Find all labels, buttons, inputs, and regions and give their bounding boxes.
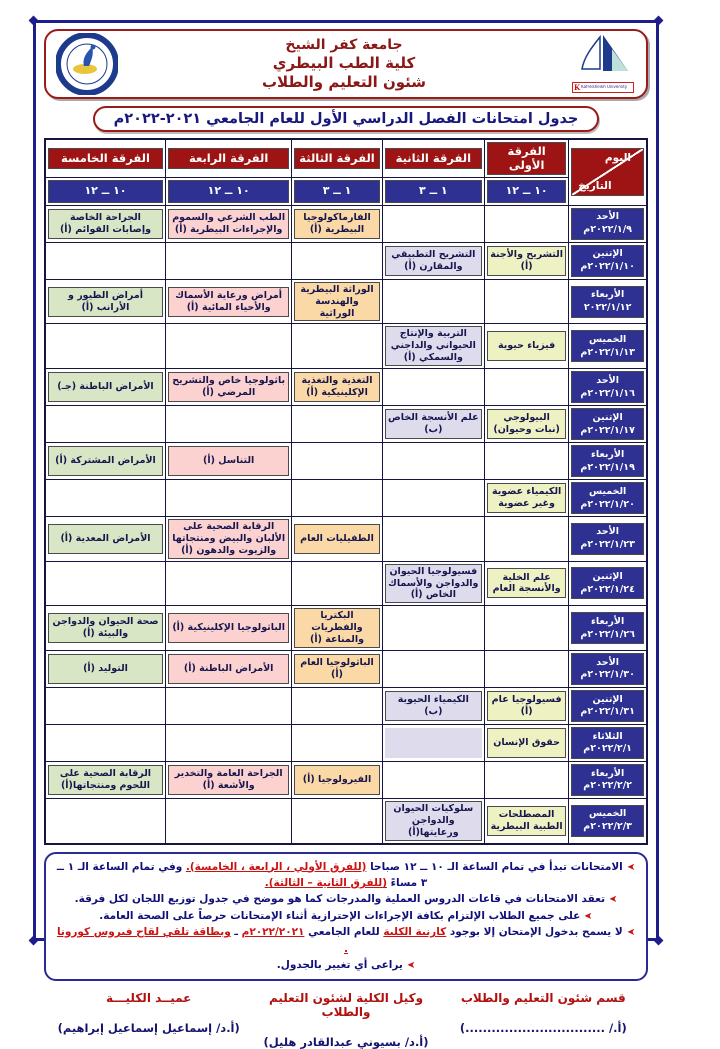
- day-date-corner-cell: [569, 139, 647, 205]
- note-text: ـ: [230, 926, 242, 939]
- exam-cell: [484, 443, 568, 480]
- subject-block: المصطلحات الطبية البيطرية: [487, 806, 566, 836]
- exam-cell: [484, 761, 568, 798]
- subject-block: علم الأنسجة الخاص (ب): [385, 409, 482, 439]
- schedule-row: [45, 724, 647, 761]
- exam-cell: [165, 406, 291, 443]
- subject-block: علم الخلية والأنسجة العام: [487, 568, 566, 598]
- exam-cell: [382, 324, 484, 369]
- schedule-row: [45, 798, 647, 843]
- exam-cell: [165, 561, 291, 606]
- year-header-label: الفرقة الرابعة: [168, 148, 289, 169]
- exam-cell: [45, 324, 165, 369]
- college-name: كلية الطب البيطري: [272, 54, 416, 72]
- day-name: الأحد: [596, 656, 619, 668]
- subject-block: البيولوجي (نبات وحيوان): [487, 409, 566, 439]
- exam-cell: [382, 443, 484, 480]
- exam-cell: [484, 369, 568, 406]
- day-name: الخميس: [588, 333, 627, 345]
- exam-cell: [292, 606, 382, 651]
- signature-name: (أ.د/ بسيوني عبدالقادر هليل): [263, 1034, 429, 1049]
- exam-cell: [382, 761, 484, 798]
- day-name: الأحد: [596, 211, 619, 223]
- subject-block: الأمراض الباطنة (أ): [168, 654, 289, 684]
- subject-block: الباثولوجيا العام (أ): [294, 654, 379, 684]
- exam-date: ٢٠٢٢/١/٢٠م: [580, 498, 635, 510]
- exam-cell: [165, 324, 291, 369]
- year-header-label: الفرقة الأولى: [487, 142, 566, 175]
- exam-cell: [165, 480, 291, 517]
- exam-cell: [382, 279, 484, 324]
- schedule-row: [45, 517, 647, 562]
- note-text-highlighted: (للفرق الثانية – الثالثة).: [264, 877, 387, 889]
- seal-icon: [56, 33, 118, 95]
- exam-date: ٢٠٢٢/١/٢٣م: [580, 539, 635, 551]
- college-seal-logo: [56, 33, 118, 95]
- university-logo: [570, 33, 636, 95]
- subject-block: باثولوجيا خاص والتشريح المرضي (أ): [168, 372, 289, 402]
- subject-block: فسيولوجيا عام (أ): [487, 691, 566, 721]
- exam-cell: [45, 242, 165, 279]
- note-text: للعام الجامعي: [304, 926, 384, 939]
- exam-date: ٢٠٢٢/١/٢٦م: [580, 628, 635, 640]
- exam-cell: [382, 687, 484, 724]
- day-date-cell: [569, 406, 647, 443]
- signature-title: عميــد الكليـــة: [105, 990, 192, 1005]
- schedule-row: [45, 606, 647, 651]
- note-arrow-icon: ➤: [626, 861, 636, 873]
- day-name: الأربعاء: [591, 448, 625, 460]
- exam-date: ٢٠٢٢/١/١٠م: [580, 261, 635, 273]
- subject-block: التغذية والتغذية الإكلينيكية (أ): [294, 372, 379, 402]
- exam-cell: [165, 517, 291, 562]
- exam-cell: [165, 205, 291, 242]
- exam-cell: [292, 242, 382, 279]
- day-date-cell: [569, 798, 647, 843]
- schedule-row: [45, 205, 647, 242]
- note-arrow-icon: ➤: [584, 910, 593, 922]
- time-header-cell: [292, 177, 382, 205]
- exam-cell: [45, 650, 165, 687]
- time-header-cell: [382, 177, 484, 205]
- exam-cell: [382, 205, 484, 242]
- exam-date: ٢٠٢٢/١/١٩م: [580, 461, 635, 473]
- exam-cell: [292, 369, 382, 406]
- day-date-block: [571, 245, 644, 277]
- year-header-label: الفرقة الخامسة: [48, 148, 163, 169]
- day-date-block: [571, 330, 644, 362]
- day-date-block: [571, 286, 644, 318]
- exam-cell: [45, 369, 165, 406]
- note-line: [54, 924, 638, 957]
- exam-cell: [45, 561, 165, 606]
- day-date-block: [571, 482, 644, 514]
- signature-column: [445, 991, 642, 1049]
- exam-cell: [484, 205, 568, 242]
- subject-block: الطفيليات العام: [294, 524, 379, 554]
- exam-cell: [165, 761, 291, 798]
- exam-time-label: ١ ــ ٣: [385, 180, 482, 203]
- schedule-row: [45, 561, 647, 606]
- page-frame: [33, 20, 659, 1049]
- schedule-row: [45, 687, 647, 724]
- note-text: الامتحانات تبدأ في تمام الساعة الـ ١٠ ــ ١٢ صباحا: [366, 860, 623, 873]
- subject-block: التناسل (أ): [168, 446, 289, 476]
- exam-date: ٢٠٢٢/١/١٧م: [580, 424, 635, 436]
- day-date-cell: [569, 443, 647, 480]
- exam-cell: [484, 324, 568, 369]
- day-name: الخميس: [588, 808, 627, 820]
- note-arrow-icon: ➤: [609, 894, 618, 906]
- note-text-highlighted: (للفرق الأولي ، الرابعة ، الخامسة).: [185, 860, 367, 873]
- exam-cell: [484, 406, 568, 443]
- exam-cell: [484, 279, 568, 324]
- signature-column: [50, 991, 247, 1049]
- day-date-cell: [569, 724, 647, 761]
- exam-cell: [484, 724, 568, 761]
- exam-cell: [45, 724, 165, 761]
- time-header-cell: [484, 177, 568, 205]
- logo-k-letter: K: [574, 83, 581, 92]
- subject-block: الكيمياء عضوية وغير عضوية: [487, 483, 566, 513]
- logo-caption-text: Kafrelsheikh University: [581, 85, 628, 90]
- schedule-row: [45, 443, 647, 480]
- exam-cell: [484, 561, 568, 606]
- exam-cell: [484, 480, 568, 517]
- schedule-row: [45, 324, 647, 369]
- exam-cell: [292, 324, 382, 369]
- signatures-row: [44, 991, 648, 1049]
- subject-block: سلوكيات الحيوان والدواجن ورعايتها(أ): [385, 801, 482, 841]
- note-line: [54, 908, 638, 925]
- exam-cell: [165, 443, 291, 480]
- exam-cell: [45, 279, 165, 324]
- day-date-block: [571, 371, 644, 403]
- schedule-row: [45, 406, 647, 443]
- exam-cell: [382, 480, 484, 517]
- signature-name: (أ.د/ إسماعيل إسماعيل إبراهيم): [57, 1020, 240, 1035]
- day-name: الأحد: [596, 526, 619, 538]
- subject-block: الأمراض المشتركة (أ): [48, 446, 163, 476]
- exam-cell: [382, 406, 484, 443]
- corner-day-label: اليوم: [604, 152, 631, 165]
- letterhead-titles: [118, 37, 570, 92]
- subject-block: [385, 728, 482, 758]
- note-text-highlighted: ٢٠٢٢/٢٠٢١م: [241, 926, 305, 939]
- note-text: وفي تمام الساعة الـ ١ ــ ٣ مساءً: [56, 860, 428, 889]
- exam-date: ٢٠٢٢/١/٣٠م: [580, 669, 635, 681]
- exam-cell: [45, 480, 165, 517]
- day-date-cell: [569, 687, 647, 724]
- note-text: تعقد الامتحانات في قاعات الدروس العملية والمدرجات كما هو موضح في جدول توزيع اللجان لكل فرقة.: [74, 893, 606, 906]
- subject-block: أمراض ورعاية الأسماك والأحياء المائية (أ): [168, 287, 289, 317]
- day-date-block: [571, 764, 644, 796]
- day-date-block: [571, 208, 644, 240]
- day-date-cell: [569, 480, 647, 517]
- exam-cell: [45, 205, 165, 242]
- exam-cell: [292, 406, 382, 443]
- university-name: جامعة كفر الشيخ: [285, 36, 403, 53]
- subject-block: التشريح والأجنة (أ): [487, 246, 566, 276]
- exam-time-label: ١٠ ــ ١٢: [48, 180, 163, 203]
- schedule-row: [45, 369, 647, 406]
- schedule-row: [45, 279, 647, 324]
- notes-box: [44, 852, 648, 981]
- exam-cell: [382, 606, 484, 651]
- exam-cell: [292, 650, 382, 687]
- exam-date: ٢٠٢٢/١/١٣م: [580, 346, 635, 358]
- exam-time-label: ١٠ ــ ١٢: [487, 180, 566, 203]
- subject-block: الجراحة الخاصة وإصابات القوائم (أ): [48, 209, 163, 239]
- subject-block: حقوق الإنسان: [487, 728, 566, 758]
- subject-block: الطب الشرعي والسموم والإجراءات البيطرية (أ): [168, 209, 289, 239]
- day-date-cell: [569, 517, 647, 562]
- exam-time-label: ١٠ ــ ١٢: [168, 180, 289, 203]
- note-line: [54, 859, 638, 892]
- exam-cell: [382, 369, 484, 406]
- exam-cell: [484, 798, 568, 843]
- corner-date-label: التاريخ: [578, 180, 612, 193]
- subject-block: الرقابة الصحية على الألبان والبيض ومنتجاتها والزيوت والدهون (أ): [168, 519, 289, 559]
- exam-cell: [45, 761, 165, 798]
- subject-block: التربية والإنتاج الحيواني والداجني والسمكي (أ): [385, 326, 482, 366]
- exam-date: ٢٠٢٢/١/٣١م: [580, 706, 635, 718]
- exam-cell: [165, 606, 291, 651]
- signature-column: [247, 991, 444, 1049]
- exam-cell: [45, 687, 165, 724]
- day-date-cell: [569, 761, 647, 798]
- exam-date: ٢٠٢٢/١/٢٤م: [580, 583, 635, 595]
- note-text: يراعى أي تغيير بالجدول.: [276, 959, 403, 972]
- exam-time-label: ١ ــ ٣: [294, 180, 379, 203]
- subject-block: الكيمياء الحيوية (ب): [385, 691, 482, 721]
- year-header-cell: [382, 139, 484, 177]
- day-date-block: [571, 690, 644, 722]
- schedule-row: [45, 761, 647, 798]
- subject-block: الرقابة الصحية على اللحوم ومنتجاتها(أ): [48, 765, 163, 795]
- signature-title: وكيل الكلية لشئون التعليم والطلاب: [268, 990, 424, 1019]
- day-date-block: [571, 567, 644, 599]
- subject-block: الوراثة البيطرية والهندسة الوراثية: [294, 282, 379, 322]
- year-header-label: الفرقة الثالثة: [294, 148, 379, 169]
- schedule-row: [45, 242, 647, 279]
- exam-cell: [165, 650, 291, 687]
- sailboat-icon: [570, 33, 636, 81]
- exam-cell: [382, 650, 484, 687]
- university-logo-caption: [572, 82, 634, 93]
- note-text-highlighted: كارنية الكلية: [383, 926, 447, 939]
- exam-cell: [484, 517, 568, 562]
- exam-cell: [292, 443, 382, 480]
- schedule-row: [45, 480, 647, 517]
- time-header-cell: [45, 177, 165, 205]
- exam-cell: [292, 561, 382, 606]
- exam-cell: [45, 406, 165, 443]
- year-header-cell: [484, 139, 568, 177]
- exam-cell: [292, 761, 382, 798]
- exam-cell: [165, 279, 291, 324]
- exam-cell: [292, 724, 382, 761]
- day-date-cell: [569, 369, 647, 406]
- schedule-title: جدول امتحانات الفصل الدراسي الأول للعام الجامعي ٢٠٢١-٢٠٢٢م: [93, 106, 599, 132]
- exam-cell: [165, 242, 291, 279]
- day-date-cell: [569, 606, 647, 651]
- day-date-cell: [569, 324, 647, 369]
- note-text: على جميع الطلاب الإلتزام بكافة الإجراءات الإحترازية أثناء الإمتحانات حرصاً على الصحة العامة.: [99, 909, 581, 922]
- day-date-corner: [571, 148, 644, 196]
- department-name: شئون التعليم والطلاب: [261, 72, 427, 91]
- day-date-block: [571, 523, 644, 555]
- day-name: الأربعاء: [591, 615, 625, 627]
- exam-cell: [484, 606, 568, 651]
- day-date-cell: [569, 561, 647, 606]
- exam-cell: [382, 242, 484, 279]
- subject-block: البكتريا والفطريات والمناعة (أ): [294, 608, 379, 648]
- exam-cell: [165, 369, 291, 406]
- exam-cell: [484, 242, 568, 279]
- year-header-cell: [45, 139, 165, 177]
- exam-cell: [382, 724, 484, 761]
- note-text-highlighted: وبطاقة تلقي لقاح فيروس كورونا .: [56, 926, 348, 955]
- exam-date: ٢٠٢٢/٢/٣م: [583, 821, 632, 833]
- day-date-block: [571, 445, 644, 477]
- exam-date: ٢٠٢٢/١/١٦م: [580, 387, 635, 399]
- day-name: الإتنين: [592, 693, 623, 705]
- subject-block: فسيولوجيا الحيوان والدواجن والأسماك الخاص (أ): [385, 564, 482, 604]
- exam-cell: [165, 798, 291, 843]
- exam-cell: [165, 724, 291, 761]
- exam-cell: [292, 205, 382, 242]
- exam-cell: [382, 517, 484, 562]
- letterhead: [44, 29, 648, 99]
- exam-date: ٢٠٢٢/٢/١م: [583, 743, 632, 755]
- day-date-block: [571, 612, 644, 644]
- exam-date: ٢٠٢٢/٢/٢م: [583, 780, 632, 792]
- year-header-cell: [165, 139, 291, 177]
- note-arrow-icon: ➤: [626, 927, 636, 939]
- exam-cell: [484, 650, 568, 687]
- day-name: الثلاثاء: [592, 730, 623, 742]
- exam-cell: [382, 561, 484, 606]
- day-name: الأحد: [596, 374, 619, 386]
- exam-cell: [292, 687, 382, 724]
- note-line: [54, 891, 638, 908]
- subject-block: التوليد (أ): [48, 654, 163, 684]
- day-date-cell: [569, 242, 647, 279]
- schedule-row: [45, 650, 647, 687]
- exam-cell: [165, 687, 291, 724]
- day-date-cell: [569, 279, 647, 324]
- subject-block: فيزياء حيوية: [487, 331, 566, 361]
- day-date-block: [571, 805, 644, 837]
- day-name: الإتنين: [592, 411, 623, 423]
- exam-cell: [292, 279, 382, 324]
- exam-cell: [484, 687, 568, 724]
- subject-block: أمراض الطيور و الأرانب (أ): [48, 287, 163, 317]
- exam-cell: [292, 480, 382, 517]
- day-date-cell: [569, 650, 647, 687]
- year-header-cell: [292, 139, 382, 177]
- subject-block: الفيرولوجيا (أ): [294, 765, 379, 795]
- exam-cell: [292, 798, 382, 843]
- day-name: الأربعاء: [591, 767, 625, 779]
- subject-block: الأمراض المعدية (أ): [48, 524, 163, 554]
- note-arrow-icon: ➤: [406, 960, 416, 972]
- time-header-cell: [165, 177, 291, 205]
- note-text: لا يسمح بدخول الإمتحان إلا بوجود: [446, 926, 623, 939]
- exam-date: ٢٠٢٢/١/١٢: [583, 302, 632, 314]
- subject-block: الباثولوجيا الإكلينيكية (أ): [168, 613, 289, 643]
- day-name: الإثنين: [592, 571, 623, 583]
- subject-block: صحة الحيوان والدواجن والبيئة (أ): [48, 613, 163, 643]
- exam-cell: [45, 517, 165, 562]
- exam-cell: [45, 798, 165, 843]
- exam-cell: [292, 517, 382, 562]
- signature-name: (أ./ ................................): [459, 1020, 627, 1035]
- exam-date: ٢٠٢٢/١/٩م: [583, 224, 632, 236]
- day-date-block: [571, 727, 644, 759]
- subject-block: الفارماكولوجيا البيطرية (أ): [294, 209, 379, 239]
- exam-cell: [45, 606, 165, 651]
- exam-cell: [382, 798, 484, 843]
- day-name: الخميس: [588, 485, 627, 497]
- day-date-block: [571, 408, 644, 440]
- day-name: الإتنين: [592, 248, 623, 260]
- day-date-cell: [569, 205, 647, 242]
- year-header-label: الفرقة الثانية: [385, 148, 482, 169]
- subject-block: الأمراض الباطنة (جـ): [48, 372, 163, 402]
- signature-title: قسم شئون التعليم والطلاب: [460, 990, 626, 1005]
- subject-block: الجراحة العامة والتخدير والأشعة (أ): [168, 765, 289, 795]
- exam-cell: [45, 443, 165, 480]
- day-date-block: [571, 653, 644, 685]
- subject-block: التشريح التطبيقي والمقارن (أ): [385, 246, 482, 276]
- day-name: الأربعاء: [591, 289, 625, 301]
- exam-schedule-table: [44, 138, 648, 845]
